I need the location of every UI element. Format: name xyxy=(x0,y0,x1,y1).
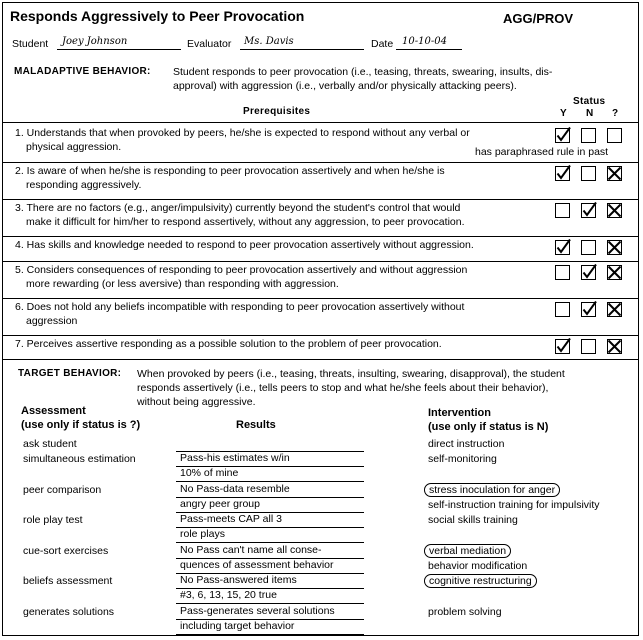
evaluator-name: Ms. Davis xyxy=(244,36,294,47)
prerequisite-item xyxy=(15,238,525,252)
status-y-box[interactable] xyxy=(555,203,570,218)
result-line[interactable] xyxy=(176,483,364,498)
status-col-y: Y xyxy=(560,108,567,119)
prerequisite-item xyxy=(15,300,525,328)
status-n-box[interactable] xyxy=(581,203,596,218)
result-text: Pass-meets CAP all 3 xyxy=(180,513,282,525)
status-y-box[interactable] xyxy=(555,240,570,255)
assessment-item: peer comparison xyxy=(23,484,102,496)
result-line[interactable] xyxy=(176,589,364,604)
status-n-box[interactable] xyxy=(581,339,596,354)
status-n-box[interactable] xyxy=(581,240,596,255)
date-field[interactable] xyxy=(396,49,462,50)
result-line[interactable] xyxy=(176,513,364,528)
status-q-box[interactable] xyxy=(607,128,622,143)
prerequisite-item xyxy=(15,126,525,154)
status-y-box[interactable] xyxy=(555,265,570,280)
intervention-item xyxy=(428,606,502,618)
prerequisite-text-cont: make it difficult for him/her to respond assertively, without any aggression, to peer provocation. xyxy=(26,216,465,228)
status-n-box[interactable] xyxy=(581,166,596,181)
status-n-box[interactable] xyxy=(581,302,596,317)
prerequisite-text: 2. Is aware of when he/she is responding to peer provocation assertively and when he/she is xyxy=(15,165,445,177)
result-line[interactable] xyxy=(176,528,364,543)
result-text: No Pass can't name all conse- xyxy=(180,544,322,556)
result-text: No Pass-data resemble xyxy=(180,483,290,495)
row-divider xyxy=(2,261,639,262)
intervention-text: direct instruction xyxy=(428,438,505,450)
intervention-item xyxy=(428,514,518,526)
date-label: Date xyxy=(371,38,394,50)
status-q-box[interactable] xyxy=(607,240,622,255)
maladaptive-line1: Student responds to peer provocation (i.e., teasing, threats, swearing, insults, dis- xyxy=(173,66,553,78)
form-title: Responds Aggressively to Peer Provocation xyxy=(10,8,305,24)
student-field[interactable] xyxy=(57,49,181,50)
prerequisite-text: 1. Understands that when provoked by peers, he/she is expected to respond without any verbal or xyxy=(15,127,470,139)
status-q-box[interactable] xyxy=(607,265,622,280)
intervention-subheader: (use only if status is N) xyxy=(428,421,549,433)
prerequisite-text: 7. Perceives assertive responding as a possible solution to the problem of peer provocation. xyxy=(15,338,442,350)
result-line[interactable] xyxy=(176,437,364,452)
status-col-n: N xyxy=(586,108,594,119)
prerequisite-text: 3. There are no factors (e.g., anger/impulsivity) currently beyond the student's control that would xyxy=(15,202,461,214)
result-line[interactable] xyxy=(176,498,364,513)
prerequisite-item xyxy=(15,164,525,192)
results-header: Results xyxy=(236,419,276,431)
status-y-box[interactable] xyxy=(555,166,570,181)
assessment-item: generates solutions xyxy=(23,606,115,618)
status-y-box[interactable] xyxy=(555,302,570,317)
intervention-item xyxy=(428,453,497,465)
prerequisites-top-rule xyxy=(2,122,639,123)
result-text: 10% of mine xyxy=(180,467,239,479)
row-divider xyxy=(2,199,639,200)
intervention-text: cognitive restructuring xyxy=(424,574,537,588)
status-note: has paraphrased rule in past xyxy=(475,146,609,158)
result-text: Pass-his estimates w/in xyxy=(180,452,290,464)
status-header: Status xyxy=(573,96,606,107)
prerequisite-item xyxy=(15,337,525,351)
prerequisite-text: 4. Has skills and knowledge needed to respond to peer provocation assertively without aggression. xyxy=(15,239,474,251)
prerequisites-header: Prerequisites xyxy=(243,106,311,117)
intervention-text: stress inoculation for anger xyxy=(424,483,560,497)
form-code: AGG/PROV xyxy=(503,11,574,26)
intervention-item-selected xyxy=(424,484,560,496)
intervention-text: self-instruction training for impulsivity xyxy=(428,499,600,511)
intervention-item-selected xyxy=(424,545,511,557)
assessment-item: cue-sort exercises xyxy=(23,545,109,557)
target-line1: When provoked by peers (i.e., teasing, threats, insulting, swearing, disapproval), the student xyxy=(137,368,565,380)
status-q-box[interactable] xyxy=(607,339,622,354)
result-line[interactable] xyxy=(176,452,364,467)
row-divider xyxy=(2,236,639,237)
intervention-text: problem solving xyxy=(428,606,502,618)
result-line[interactable] xyxy=(176,605,364,620)
intervention-item-selected xyxy=(424,575,537,587)
result-line[interactable] xyxy=(176,620,364,635)
maladaptive-label: MALADAPTIVE BEHAVIOR: xyxy=(14,66,151,77)
row-divider xyxy=(2,335,639,336)
intervention-text: self-monitoring xyxy=(428,453,497,465)
intervention-text: social skills training xyxy=(428,514,518,526)
assessment-item: ask student xyxy=(23,438,77,450)
result-line[interactable] xyxy=(176,467,364,482)
result-line[interactable] xyxy=(176,559,364,574)
result-text: Pass-generates several solutions xyxy=(180,605,335,617)
intervention-item xyxy=(428,560,527,572)
status-y-box[interactable] xyxy=(555,339,570,354)
intervention-text: behavior modification xyxy=(428,560,528,572)
result-text: angry peer group xyxy=(180,498,260,510)
prerequisite-text-cont: responding aggressively. xyxy=(26,179,142,191)
prerequisite-text-cont: physical aggression. xyxy=(26,141,122,153)
result-text: No Pass-answered items xyxy=(180,574,297,586)
result-line[interactable] xyxy=(176,574,364,589)
target-label: TARGET BEHAVIOR: xyxy=(18,368,122,379)
intervention-item xyxy=(428,438,504,450)
result-text: quences of assessment behavior xyxy=(180,559,334,571)
prerequisite-text: 6. Does not hold any beliefs incompatible with responding to peer provocation assertively without xyxy=(15,301,465,313)
intervention-text: verbal mediation xyxy=(424,544,511,558)
status-n-box[interactable] xyxy=(581,265,596,280)
date-value: 10-10-04 xyxy=(402,36,447,47)
prerequisite-item xyxy=(15,201,525,229)
assessment-item: beliefs assessment xyxy=(23,575,113,587)
row-divider xyxy=(2,162,639,163)
status-q-box[interactable] xyxy=(607,203,622,218)
status-y-box[interactable] xyxy=(555,128,570,143)
evaluator-field[interactable] xyxy=(240,49,364,50)
status-n-box[interactable] xyxy=(581,128,596,143)
result-text: including target behavior xyxy=(180,620,295,632)
target-line3: without being aggressive. xyxy=(137,396,256,408)
intervention-header: Intervention xyxy=(428,407,491,419)
evaluator-label: Evaluator xyxy=(187,38,232,50)
target-line2: responds assertively (i.e., tells peers to stop and what he/she feels about their behavior), xyxy=(137,382,549,394)
assessment-item: simultaneous estimation xyxy=(23,453,136,465)
status-q-box[interactable] xyxy=(607,302,622,317)
maladaptive-line2: approval) with aggression (i.e., verbally and/or physically attacking peers). xyxy=(173,80,517,92)
intervention-item xyxy=(428,499,600,511)
row-divider xyxy=(2,298,639,299)
prerequisite-item xyxy=(15,263,525,291)
prerequisite-text-cont: more rewarding (or less aversive) than responding with aggression. xyxy=(26,278,339,290)
student-label: Student xyxy=(12,38,49,50)
status-col-q: ? xyxy=(612,108,619,119)
result-text xyxy=(176,437,180,449)
result-text: #3, 6, 13, 15, 20 true xyxy=(180,589,277,601)
result-text: role plays xyxy=(180,528,225,540)
row-divider xyxy=(2,359,639,360)
prerequisite-text-cont: aggression xyxy=(26,315,78,327)
assessment-subheader: (use only if status is ?) xyxy=(21,419,141,431)
prerequisite-text: 5. Considers consequences of responding to peer provocation assertively and without aggression xyxy=(15,264,468,276)
assessment-item: role play test xyxy=(23,514,83,526)
assessment-header: Assessment xyxy=(21,405,86,417)
status-q-box[interactable] xyxy=(607,166,622,181)
result-line[interactable] xyxy=(176,544,364,559)
student-name: Joey Johnson xyxy=(62,36,128,47)
